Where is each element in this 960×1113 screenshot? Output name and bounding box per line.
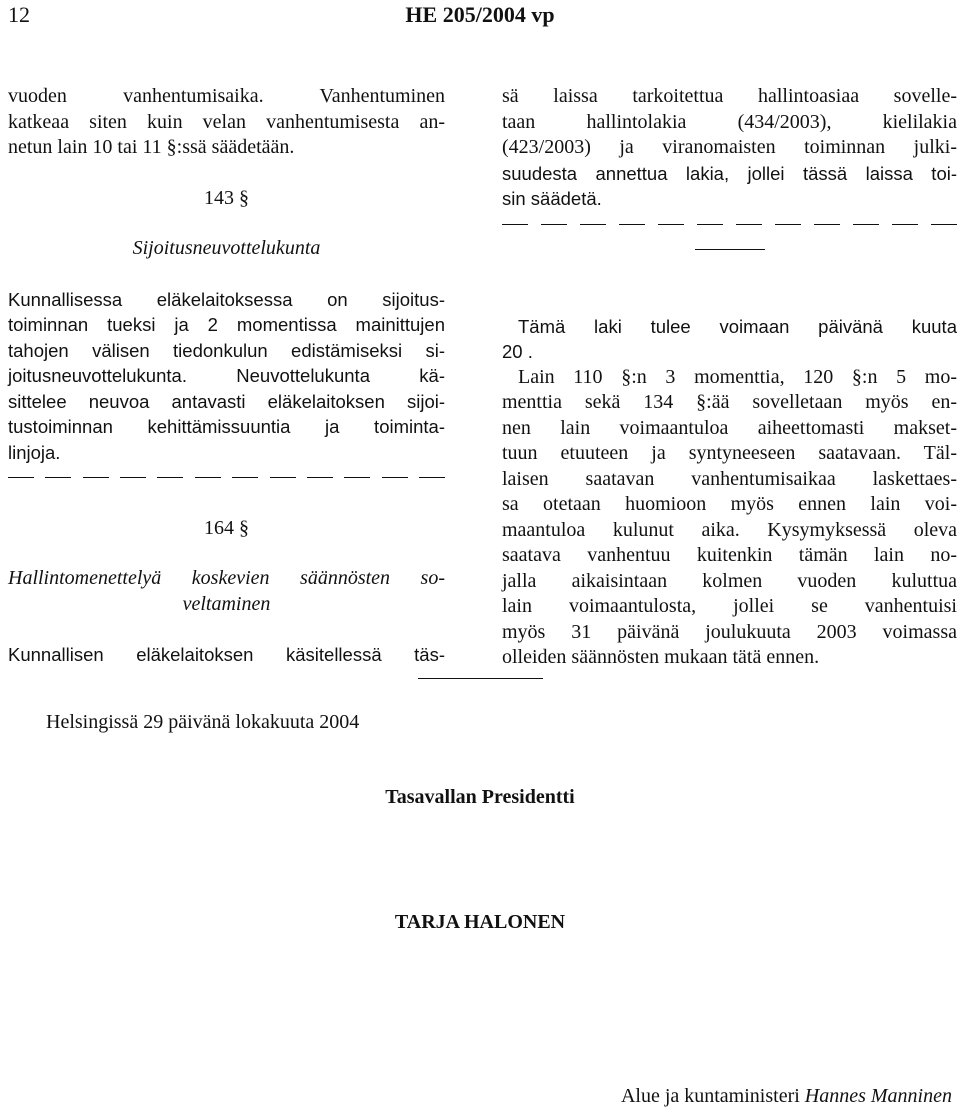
section-separator-rule [695,249,765,250]
paragraph-hallintoasia [502,84,957,212]
text-line: katkeaa siten kuin velan vanhentumisesta an- [8,110,445,133]
signature-title: Tasavallan Presidentti [385,786,575,808]
omission-dashes [502,212,957,238]
text-line: menttia sekä 134 §:ää sovelletaan myös en- [502,391,957,413]
text-line: jalla aikaisintaan kolmen vuoden kuluttua [502,569,957,592]
text-line: joitusneuvottelukunta. Neuvottelukunta kä- [8,365,445,386]
text-line: olleiden säännösten mukaan tätä ennen. [502,646,820,668]
section-143-title: Sijoitusneuvottelukunta [132,237,321,259]
minister-role: Alue ja kuntaministeri [620,1085,800,1107]
text-line: tahojen välisen tiedonkulun edistämiseksi si- [8,339,445,361]
section-164-number: 164 § [204,516,249,539]
text-line: Hallintomenettelyä koskevien säännösten so- [8,567,445,589]
text-line: suudesta annettua lakia, jollei tässä laissa toi- [502,162,957,184]
text-line: lain voimaantulosta, jollei se vanhentuisi [502,595,957,617]
text-line: vuoden vanhentumisaika. Vanhentuminen [8,85,445,107]
text-line: veltaminen [182,592,271,615]
signature-name: TARJA HALONEN [394,911,566,933]
text-line: maantuloa kulunut aika. Kysymyksessä oleva [502,518,957,541]
page-number: 12 [8,2,30,27]
minister-name: Hannes Manninen [804,1085,952,1107]
text-line: nen lain voimaantuloa aiheettomasti makset- [502,416,957,439]
section-143-number: 143 § [204,186,249,209]
paragraph-vanhentuminen [8,84,445,161]
document-id: HE 205/2004 vp [405,2,555,27]
paragraph-voimaantulo [502,314,957,340]
omission-dashes [8,465,445,491]
text-line: Tämä laki tulee voimaan päivänä kuuta [518,315,957,337]
signature-place-date: Helsingissä 29 päivänä lokakuuta 2004 [46,711,360,733]
right-column [502,84,957,671]
text-line: Lain 110 §:n 3 momenttia, 120 §:n 5 mo- [518,365,957,388]
text-line: taan hallintolakia (434/2003), kielilakia [502,110,957,133]
section-164-title [8,566,445,617]
text-line: linjoja. [8,441,61,463]
text-line: sittelee neuvoa antavasti eläkelaitoksen sijoi- [8,390,445,412]
paragraph-sijoitusneuvottelukunta [8,287,445,466]
text-line: Kunnallisessa eläkelaitoksessa on sijoitus- [8,288,445,310]
signature-minister [621,1085,952,1108]
end-rule [418,678,543,679]
paragraph-siirtymasaannos [502,365,957,671]
text-line: sa otetaan huomioon myös ennen lain voi- [502,493,957,515]
text-line: tustoiminnan kehittämissuuntia ja toiminta- [8,416,445,437]
text-line: tuun etuuteen ja syntyneeseen saatavaan. Täl- [502,442,957,464]
text-line: 20 . [502,341,533,362]
text-line: sin säädetä. [502,188,602,209]
text-line: saatava vanhentuu kuitenkin tämän lain no- [502,544,957,566]
text-line: laisen saatavan vanhentumisaikaa laskettaes- [502,467,957,490]
text-line: netun lain 10 tai 11 §:ssä säädetään. [8,136,295,158]
text-line: myös 31 päivänä joulukuuta 2003 voimassa [502,620,957,643]
text-line: (423/2003) ja viranomaisten toiminnan julki- [502,136,957,158]
paragraph-hallintomenettely: Kunnallisen eläkelaitoksen käsitellessä täs- [8,644,445,665]
left-column [8,84,445,668]
text-line: toiminnan tueksi ja 2 momentissa mainittujen [8,314,445,335]
text-line: sä laissa tarkoitettua hallintoasiaa sovelle- [502,85,957,107]
